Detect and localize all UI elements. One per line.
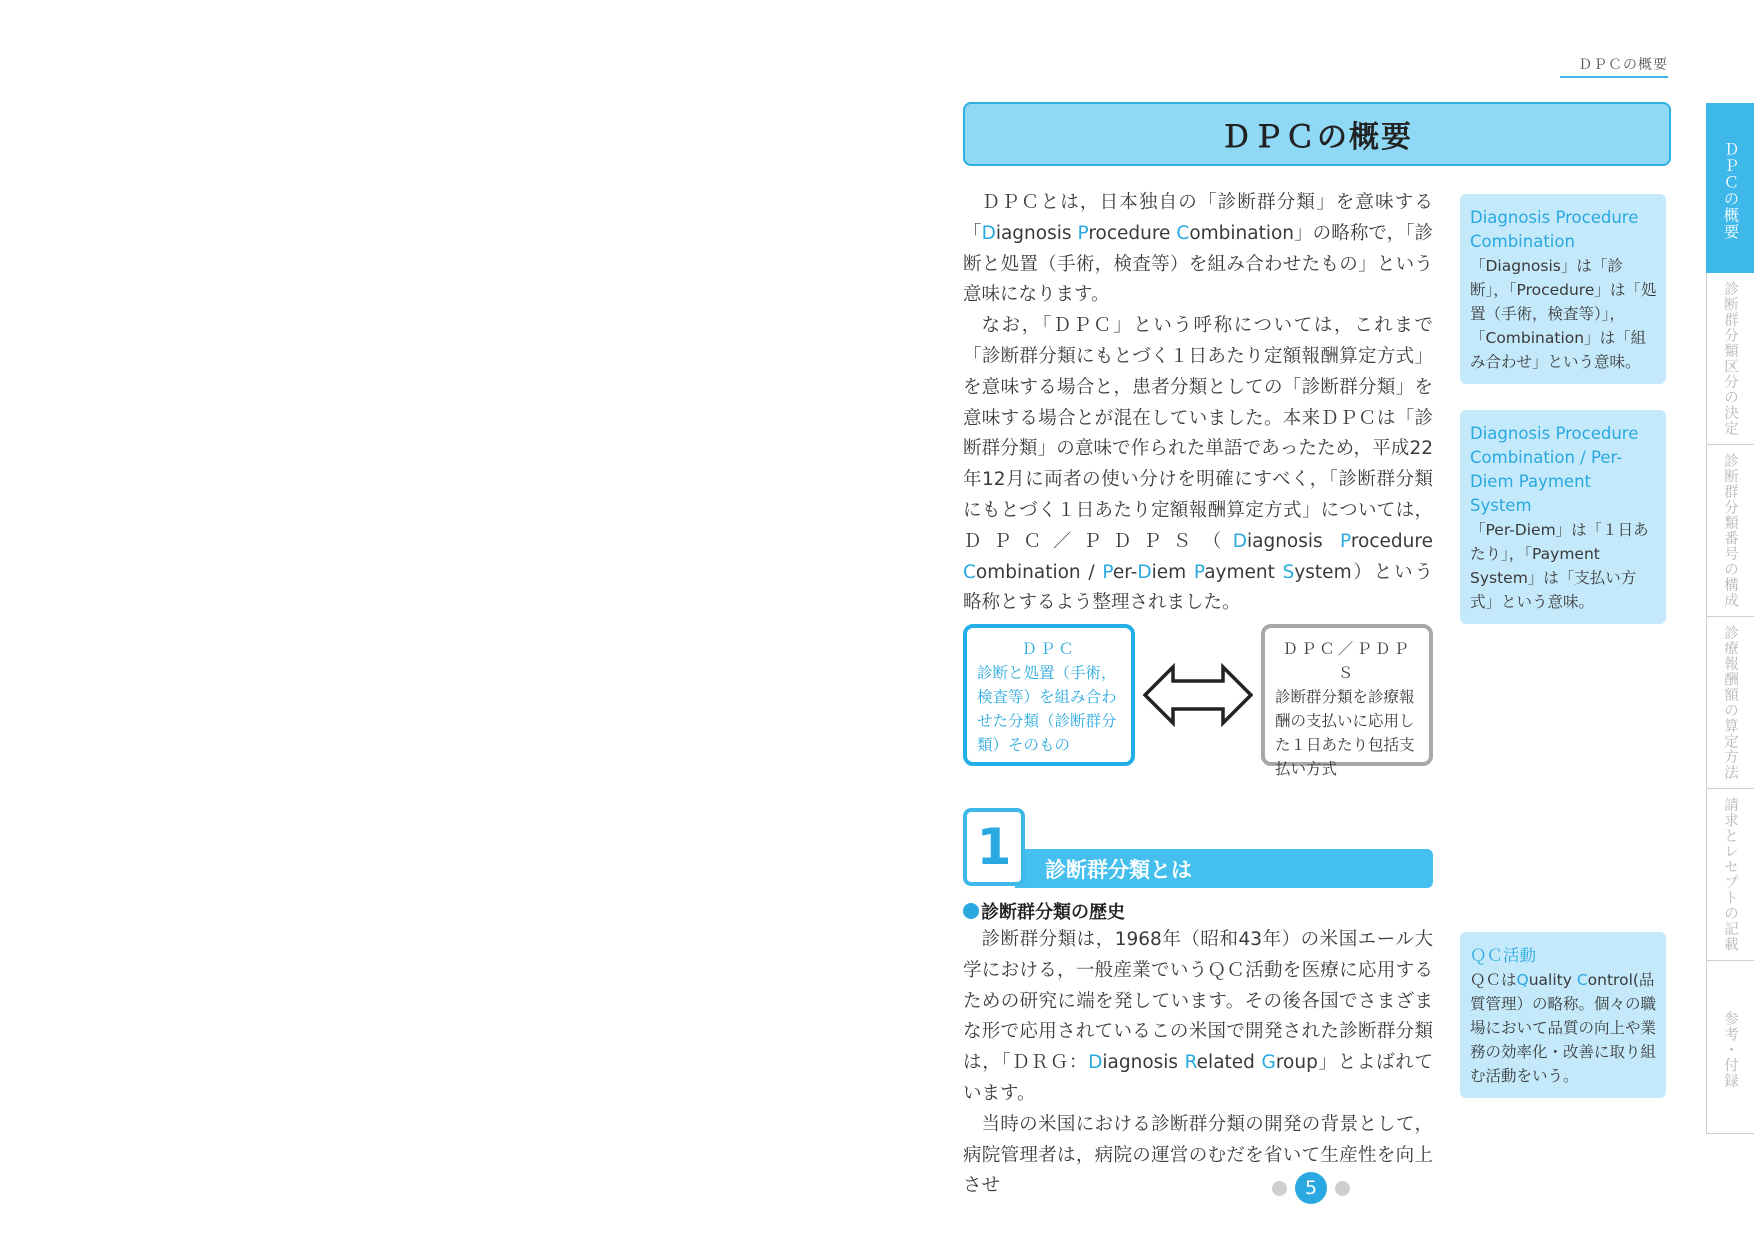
page-title: ＤＰＣの概要 <box>1221 120 1413 155</box>
tab-dpc-overview[interactable]: ＤＰＣの概要 <box>1706 103 1754 273</box>
intro-paragraph-2: なお，「ＤＰＣ」という呼称については，これまで「診断群分類にもとづく１日あたり定額報酬算定方式」を意味する場合と，患者分類としての「診断群分類」を意味する場合とが混在していました。本来ＤＰＣは「診断群分類」の意味で作られた単語であったため，平成22年12月に両者の使い分けを明確にすべく，「診断群分類にもとづく１日あたり定額報酬算定方式」については，ＤＰＣ／ＰＤＰＳ（Diagnosis Procedure Combination / Per-Diem Payment System）という略称とするよう整理されました。 <box>963 315 1433 614</box>
section-paragraph-2: 当時の米国における診断群分類の開発の背景として，病院管理者は，病院の運営のむだを省いて生産性を向上させ <box>963 1113 1433 1197</box>
side-note-text: 「Diagnosis」は「診断」，「Procedure」は「処置（手術，検査等）」，「Combination」は「組み合わせ」という意味。 <box>1470 257 1657 371</box>
diagram-dpc-title: ＤＰＣ <box>1021 640 1077 658</box>
side-note-title: ＱＣ活動 <box>1470 946 1536 965</box>
tab-fee-calculation[interactable]: 診療報酬額の算定方法 <box>1706 617 1754 789</box>
page-title-box <box>963 102 1671 166</box>
chapter-tabs <box>1706 103 1754 1134</box>
diagram-dpc-text: 診断と処置（手術，検査等）を組み合わせた分類（診断群分類）そのもの <box>977 664 1117 754</box>
diagram-pdps-title: ＤＰＣ／ＰＤＰＳ <box>1282 640 1412 682</box>
tab-classification-decision[interactable]: 診断群分類区分の決定 <box>1706 273 1754 445</box>
pager-dot <box>1335 1181 1350 1196</box>
side-note-pdps <box>1460 410 1666 624</box>
tab-appendix[interactable]: 参考・付録 <box>1706 961 1754 1134</box>
intro-paragraph-1: ＤＰＣとは，日本独自の「診断群分類」を意味する「Diagnosis Procedure Combination」の略称で，「診断と処置（手術，検査等）を組み合わせたもの」という意味になります。 <box>963 192 1433 306</box>
tab-classification-number[interactable]: 診断群分類番号の構成 <box>1706 445 1754 617</box>
section-paragraph-1: 診断群分類は，1968年（昭和43年）の米国エール大学における，一般産業でいうＱＣ活動を医療に応用するための研究に端を発しています。その後各国でさまざまな形で応用されているこの米国で開発された診断群分類は，「ＤＲＧ：Diagnosis Related Group」とよばれています。 <box>963 929 1433 1104</box>
double-arrow-icon <box>1143 663 1253 727</box>
diagram-pdps-box <box>1261 624 1433 778</box>
side-note-text: ＱＣはQuality Control(品質管理）の略称。個々の職場において品質の向上や業務の効率化・改善に取り組む活動をいう。 <box>1470 971 1657 1085</box>
section-title: 診断群分類とは <box>1045 857 1192 882</box>
side-note-text: 「Per-Diem」は「１日あたり」，「Payment System」は「支払い方式」という意味。 <box>1470 521 1649 611</box>
diagram-dpc-box <box>963 624 1135 766</box>
side-note-dpc <box>1460 194 1666 384</box>
side-note-title: Diagnosis Procedure Combination <box>1470 208 1639 251</box>
section-title-bar <box>1015 849 1433 888</box>
running-head: ＤＰＣの概要 <box>1560 54 1668 78</box>
tab-billing-receipt[interactable]: 請求とレセプトの記載 <box>1706 789 1754 961</box>
section-text <box>963 925 1433 1202</box>
page-number <box>1272 1172 1350 1204</box>
side-note-title: Diagnosis Procedure Combination / Per-Diem Payment System <box>1470 424 1639 515</box>
subheading-text: 診断群分類の歴史 <box>981 902 1125 923</box>
section-number: 1 <box>963 808 1025 886</box>
side-note-qc <box>1460 932 1666 1098</box>
diagram-pdps-text: 診断群分類を診療報酬の支払いに応用した１日あたり包括支払い方式 <box>1275 688 1415 778</box>
subheading <box>963 898 1125 924</box>
page-number-value: 5 <box>1295 1172 1327 1204</box>
bullet-icon <box>963 903 979 919</box>
pager-dot <box>1272 1181 1287 1196</box>
intro-text <box>963 188 1433 619</box>
